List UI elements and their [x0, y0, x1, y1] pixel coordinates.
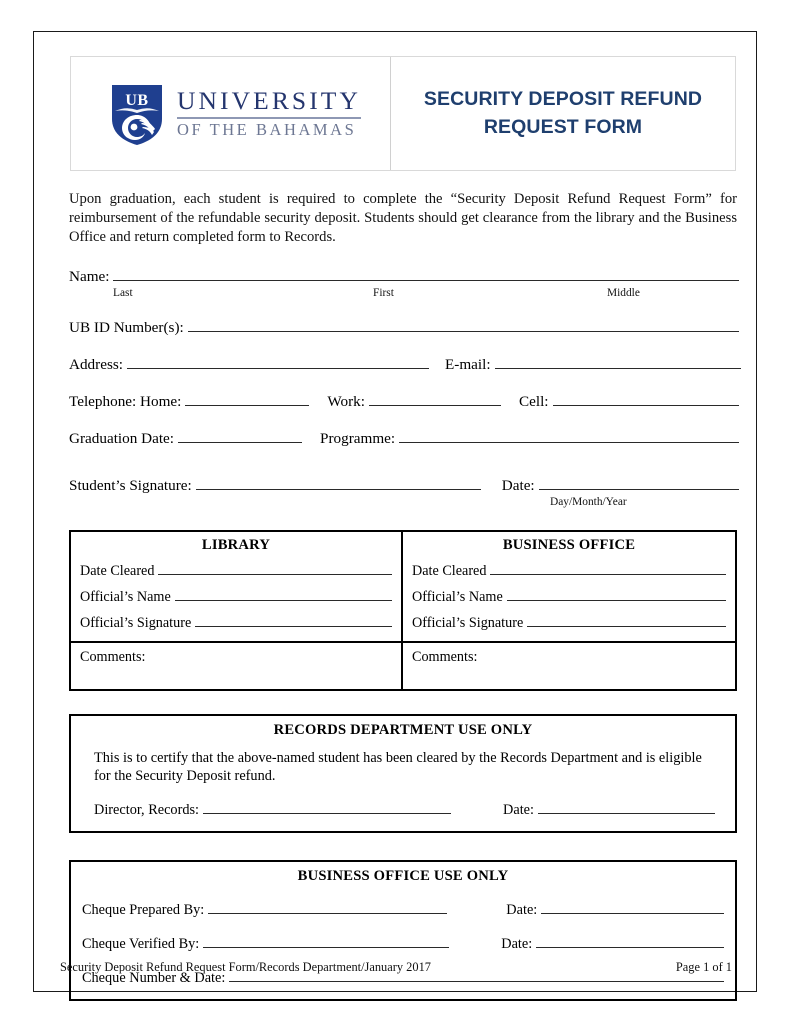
director-records-label: Director, Records:	[94, 802, 200, 819]
page-title-line2: REQUEST FORM	[483, 115, 643, 138]
signature-date-caption-row	[69, 496, 739, 510]
records-box	[69, 714, 737, 833]
telephone-home-input[interactable]	[185, 391, 309, 406]
clearance-column-library	[71, 532, 403, 689]
applicant-fields	[69, 266, 739, 510]
library-official-name-row	[80, 587, 392, 606]
email-input[interactable]	[495, 354, 741, 369]
wordmark-of-the-bahamas: OF THE BAHAMAS	[177, 120, 357, 140]
library-official-name-label: Official’s Name	[80, 588, 171, 605]
work-label: Work:	[327, 392, 365, 410]
library-official-name-input[interactable]	[175, 587, 392, 601]
cheque-prepared-input[interactable]	[208, 899, 447, 914]
bo-date-cleared-row	[412, 561, 726, 580]
header-title-cell	[391, 57, 735, 170]
library-comments-label: Comments:	[80, 648, 146, 665]
signature-date-label: Date:	[501, 476, 535, 494]
address-input[interactable]	[127, 354, 429, 369]
business-office-use-box	[69, 860, 737, 1001]
business-office-fields	[403, 532, 735, 641]
library-date-cleared-row	[80, 561, 392, 580]
business-office-title: BUSINESS OFFICE	[502, 536, 636, 553]
records-title: RECORDS DEPARTMENT USE ONLY	[273, 721, 533, 738]
name-captions	[69, 287, 739, 301]
header-logo-cell	[71, 57, 391, 170]
wordmark-university: UNIVERSITY	[177, 86, 361, 116]
records-date-input[interactable]	[538, 799, 715, 814]
bo-comments-label: Comments:	[412, 648, 478, 665]
signature-date-input[interactable]	[539, 475, 739, 490]
cheque-verified-date-label: Date:	[501, 936, 533, 953]
library-comments-cell[interactable]	[71, 641, 401, 689]
clearance-table	[71, 532, 735, 689]
bo-official-signature-label: Official’s Signature	[412, 614, 524, 631]
library-date-cleared-input[interactable]	[158, 561, 392, 575]
bo-official-signature-input[interactable]	[527, 613, 726, 627]
name-caption-first: First	[373, 286, 394, 299]
programme-input[interactable]	[399, 428, 739, 443]
bo-date-cleared-input[interactable]	[490, 561, 726, 575]
cell-input[interactable]	[553, 391, 739, 406]
bo-official-signature-row	[412, 613, 726, 632]
business-office-use-title: BUSINESS OFFICE USE ONLY	[297, 868, 509, 885]
cheque-prepared-date-input[interactable]	[541, 899, 724, 914]
footer-page-number: Page 1 of 1	[675, 960, 732, 974]
work-input[interactable]	[369, 391, 501, 406]
university-logo	[108, 81, 361, 147]
student-signature-label: Student’s Signature:	[69, 476, 192, 494]
email-label: E-mail:	[445, 355, 491, 373]
records-section	[69, 714, 739, 833]
clearance-box	[69, 530, 737, 691]
library-official-signature-input[interactable]	[195, 613, 392, 627]
records-signature-row	[82, 799, 724, 819]
document-header	[70, 56, 736, 171]
address-label: Address:	[69, 355, 123, 373]
name-label: Name:	[69, 267, 110, 285]
bo-official-name-row	[412, 587, 726, 606]
records-date-label: Date:	[503, 802, 534, 819]
library-fields	[71, 532, 401, 641]
university-wordmark	[177, 88, 361, 138]
field-row-name	[69, 266, 739, 286]
library-official-signature-label: Official’s Signature	[80, 614, 192, 631]
field-row-ub-id	[69, 317, 739, 337]
telephone-home-label: Telephone: Home:	[69, 392, 182, 410]
bo-date-cleared-label: Date Cleared	[412, 562, 487, 579]
cheque-verified-label: Cheque Verified By:	[82, 936, 200, 953]
name-caption-last: Last	[113, 286, 133, 299]
clearance-section	[69, 530, 739, 691]
field-row-signature	[69, 475, 739, 495]
business-office-use-section	[69, 860, 739, 1001]
bo-official-name-input[interactable]	[507, 587, 726, 601]
ub-id-label: UB ID Number(s):	[69, 318, 184, 336]
cheque-verified-row	[82, 933, 724, 953]
ub-id-input[interactable]	[188, 317, 739, 332]
bo-official-name-label: Official’s Name	[412, 588, 503, 605]
svg-text:UB: UB	[125, 91, 149, 109]
cheque-number-label: Cheque Number & Date:	[82, 970, 226, 987]
cheque-prepared-row	[82, 899, 724, 919]
page-title	[424, 86, 702, 141]
programme-label: Programme:	[320, 429, 396, 447]
cheque-prepared-date-label: Date:	[506, 902, 538, 919]
page-footer	[60, 960, 732, 975]
field-row-telephone	[69, 391, 739, 411]
ub-shield-icon	[108, 81, 166, 147]
cheque-prepared-label: Cheque Prepared By:	[82, 902, 205, 919]
library-official-signature-row	[80, 613, 392, 632]
footer-reference: Security Deposit Refund Request Form/Records Department/January 2017	[60, 960, 431, 974]
records-certification-text: This is to certify that the above-named student has been cleared by the Records Department and is eligible for the Security Deposit refund.	[94, 749, 702, 785]
cheque-verified-input[interactable]	[203, 933, 449, 948]
cheque-verified-date-input[interactable]	[536, 933, 724, 948]
date-format-caption: Day/Month/Year	[550, 495, 627, 508]
graduation-date-label: Graduation Date:	[69, 429, 175, 447]
name-input[interactable]	[113, 266, 739, 281]
library-date-cleared-label: Date Cleared	[80, 562, 155, 579]
name-caption-middle: Middle	[607, 286, 640, 299]
library-title: LIBRARY	[201, 536, 271, 553]
director-records-input[interactable]	[203, 799, 451, 814]
field-row-address	[69, 354, 739, 374]
clearance-column-business-office	[403, 532, 735, 689]
graduation-date-input[interactable]	[178, 428, 302, 443]
cell-label: Cell:	[518, 392, 549, 410]
field-row-graduation	[69, 428, 739, 448]
business-office-comments-cell[interactable]	[403, 641, 735, 689]
page-border	[33, 31, 757, 992]
page-title-line1: SECURITY DEPOSIT REFUND	[423, 87, 703, 110]
intro-paragraph: Upon graduation, each student is required to complete the “Security Deposit Refund Request Form” for reimbursement of the refundable security deposit. Students should get clearance from the library and the Business Office and return completed form to Records.	[69, 191, 737, 245]
student-signature-input[interactable]	[196, 475, 481, 490]
wordmark-divider	[177, 117, 361, 119]
